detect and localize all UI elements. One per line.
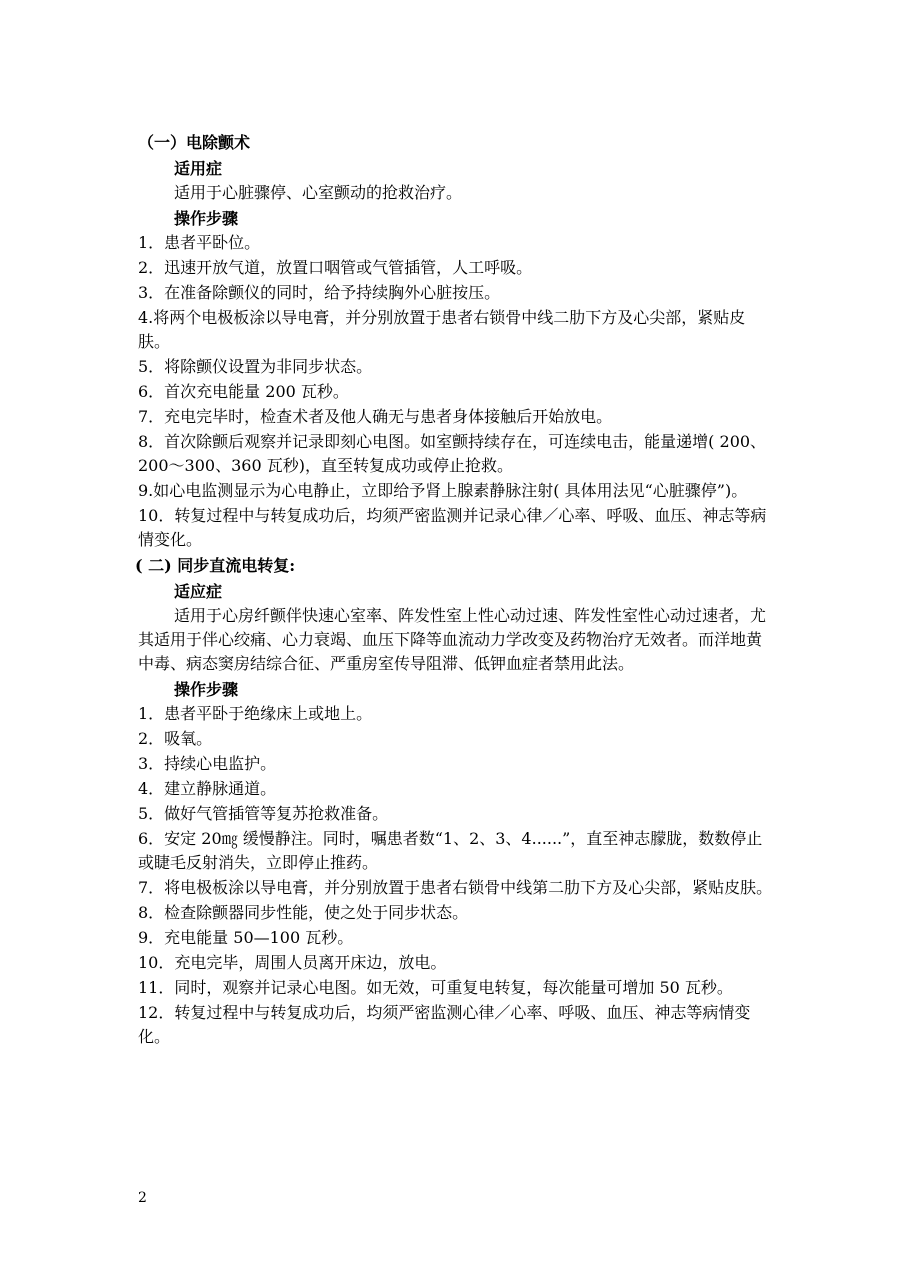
section-2-indication-heading: 适应症 [174, 582, 223, 601]
section-1-title: （一）电除颤术 [138, 133, 251, 152]
section-2-steps-heading: 操作步骤 [174, 680, 239, 699]
section-2-step: 2．吸氧。 [138, 729, 213, 748]
section-2-step: 9．充电能量 50—100 瓦秒。 [138, 928, 354, 947]
section-2-title: ( 二) 同步直流电转复: [135, 556, 296, 575]
section-1-step: 2．迅速开放气道，放置口咽管或气管插管，人工呼吸。 [138, 258, 533, 277]
section-1-step: 9.如心电监测显示为心电静止，立即给予肾上腺素静脉注射( 具体用法见“心脏骤停”)。 [138, 481, 748, 500]
section-1-step: 4.将两个电极板涂以导电膏，并分别放置于患者右锁骨中线二肋下方及心尖部，紧贴皮肤。 [138, 308, 746, 351]
document-body [135, 130, 774, 1050]
section-1-step: 8．首次除颤后观察并记录即刻心电图。如室颤持续存在，可连续电击，能量递增( 200、200～300、360 瓦秒)，直至转复成功或停止抢救。 [138, 432, 767, 475]
section-1-step: 10．转复过程中与转复成功后，均须严密监测并记录心律／心率、呼吸、血压、神志等病情变化。 [138, 506, 767, 549]
section-2-step: 6．安定 20㎎ 缓慢静注。同时，嘱患者数“1、2、3、4......”，直至神志朦胧，数数停止或睫毛反射消失，立即停止推药。 [138, 829, 763, 872]
section-1-indication-text: 适用于心脏骤停、心室颤动的抢救治疗。 [174, 183, 463, 202]
section-2-step: 12．转复过程中与转复成功后，均须严密监测心律／心率、呼吸、血压、神志等病情变化。 [138, 1003, 751, 1046]
page-number: 2 [138, 1190, 147, 1206]
section-2-step: 7．将电极板涂以导电膏，并分别放置于患者右锁骨中线第二肋下方及心尖部，紧贴皮肤。 [138, 878, 773, 897]
section-1-step: 7．充电完毕时，检查术者及他人确无与患者身体接触后开始放电。 [138, 407, 613, 426]
section-2-step: 3．持续心电监护。 [138, 754, 277, 773]
section-2-step: 8．检查除颤器同步性能，使之处于同步状态。 [138, 903, 469, 922]
section-1-steps-heading: 操作步骤 [174, 209, 239, 228]
section-2-step: 11．同时，观察并记录心电图。如无效，可重复电转复，每次能量可增加 50 瓦秒。 [138, 978, 733, 997]
section-2-step: 4．建立静脉通道。 [138, 779, 277, 798]
section-1-step: 6．首次充电能量 200 瓦秒。 [138, 382, 349, 401]
section-1-indication-heading: 适用症 [174, 159, 223, 178]
section-1-step: 5．将除颤仪设置为非同步状态。 [138, 357, 373, 376]
section-2-step: 1．患者平卧于绝缘床上或地上。 [138, 704, 373, 723]
section-1-step: 1．患者平卧位。 [138, 233, 261, 252]
section-1-step: 3．在准备除颤仪的同时，给予持续胸外心脏按压。 [138, 283, 501, 302]
section-2-step: 5．做好气管插管等复苏抢救准备。 [138, 804, 389, 823]
section-2-step: 10．充电完毕，周围人员离开床边，放电。 [138, 953, 447, 972]
section-2-indication-text: 适用于心房纤颤伴快速心室率、阵发性室上性心动过速、阵发性室性心动过速者，尤其适用于伴心绞痛、心力衰竭、血压下降等血流动力学改变及药物治疗无效者。而洋地黄中毒、病态窦房结综合征、严重房室传导阻滞、低钾血症者禁用此法。 [138, 606, 767, 673]
